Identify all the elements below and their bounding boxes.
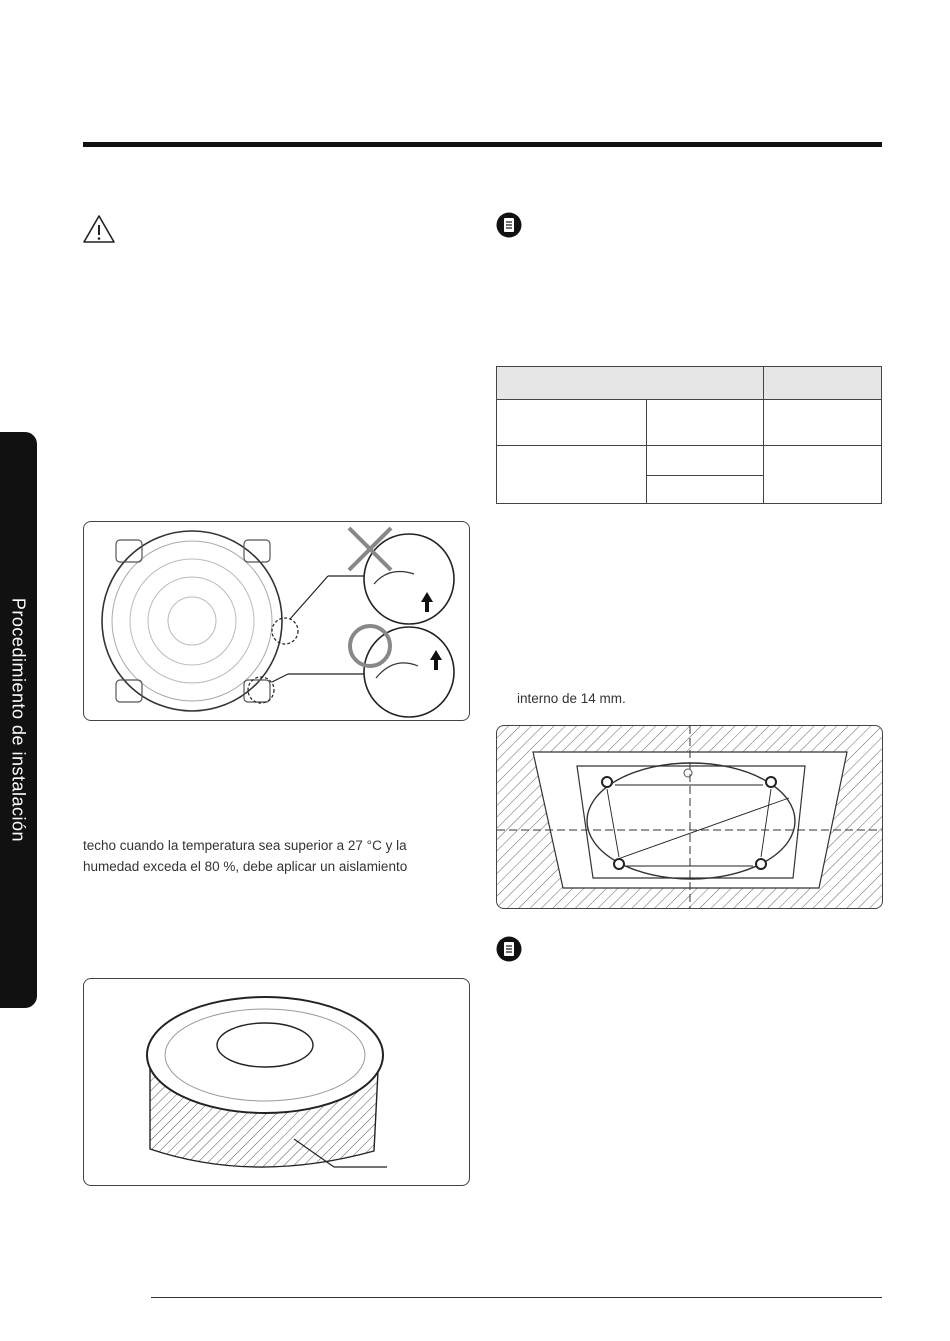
table-cell [647,400,763,446]
table-cell [497,400,647,446]
body-paragraph-2: humedad exceda el 80 %, debe aplicar un aislamiento [83,859,408,874]
note-icon [496,212,522,238]
grille-illustration [84,522,469,720]
table-cell [763,446,881,504]
grille-figure [83,521,470,721]
insulation-figure [83,978,470,1186]
ceiling-opening-figure [496,725,883,909]
body-fragment-1: interno de 14 mm. [517,691,626,706]
insulation-illustration [84,979,469,1185]
table-cell [647,476,763,504]
footer-rule [151,1297,882,1298]
table-cell [647,446,763,476]
table-header-cell [497,367,764,400]
body-paragraph-1: techo cuando la temperatura sea superior a 27 °C y la [83,838,407,853]
page-marker [82,1293,86,1297]
table-cell [497,446,647,504]
spec-table [496,366,882,504]
side-tab-label: Procedimiento de instalación [8,597,29,843]
section-top-rule [83,142,882,147]
table-cell [763,400,881,446]
warning-triangle-icon [82,214,116,244]
ceiling-opening-illustration [497,726,882,908]
note-icon [496,936,522,962]
table-header-cell [763,367,881,400]
